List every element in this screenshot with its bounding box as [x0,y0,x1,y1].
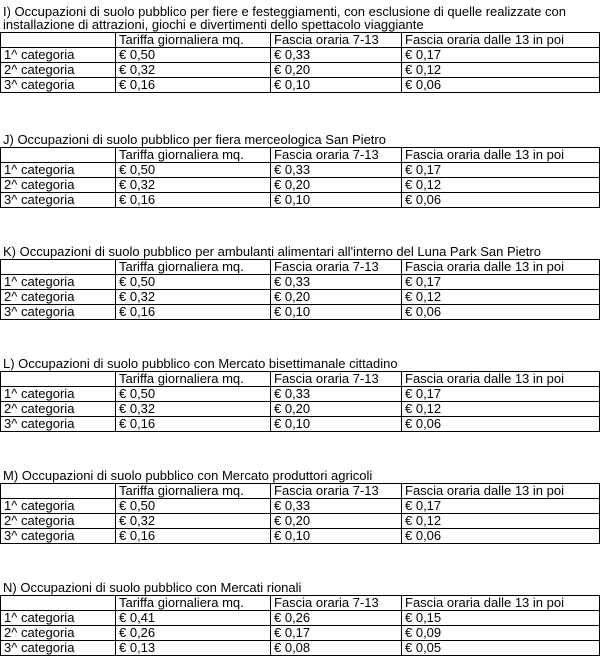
daily-rate-cell: € 0,50 [116,48,271,63]
table-row [1,529,600,544]
header-slot-7-13: Fascia oraria 7-13 [271,484,402,499]
afternoon-rate-cell: € 0,06 [402,305,600,320]
category-cell: 3^ categoria [1,193,116,208]
header-daily-rate: Tariffa giornaliera mq. [116,596,271,611]
category-cell: 2^ categoria [1,290,116,305]
rates-table [0,147,600,208]
header-slot-7-13: Fascia oraria 7-13 [271,260,402,275]
header-slot-13-on: Fascia oraria dalle 13 in poi [402,372,600,387]
category-cell: 3^ categoria [1,641,116,656]
category-cell: 1^ categoria [1,611,116,626]
header-category [1,484,116,499]
section-m [0,469,600,544]
morning-rate-cell: € 0,20 [271,514,402,529]
header-slot-13-on: Fascia oraria dalle 13 in poi [402,596,600,611]
table-header-row [1,484,600,499]
section-title: M) Occupazioni di suolo pubblico con Mercato produttori agricoli [3,468,373,483]
header-category [1,372,116,387]
category-cell: 2^ categoria [1,626,116,641]
daily-rate-cell: € 0,50 [116,275,271,290]
daily-rate-cell: € 0,41 [116,611,271,626]
table-row [1,514,600,529]
afternoon-rate-cell: € 0,12 [402,63,600,78]
daily-rate-cell: € 0,50 [116,499,271,514]
table-row [1,78,600,93]
section-j [0,133,600,208]
category-cell: 2^ categoria [1,63,116,78]
table-row [1,193,600,208]
afternoon-rate-cell: € 0,05 [402,641,600,656]
morning-rate-cell: € 0,20 [271,402,402,417]
table-row [1,611,600,626]
morning-rate-cell: € 0,20 [271,63,402,78]
morning-rate-cell: € 0,20 [271,178,402,193]
morning-rate-cell: € 0,26 [271,611,402,626]
morning-rate-cell: € 0,20 [271,290,402,305]
afternoon-rate-cell: € 0,12 [402,178,600,193]
header-slot-7-13: Fascia oraria 7-13 [271,372,402,387]
daily-rate-cell: € 0,32 [116,402,271,417]
afternoon-rate-cell: € 0,06 [402,529,600,544]
rates-table [0,32,600,93]
header-slot-13-on: Fascia oraria dalle 13 in poi [402,33,600,48]
table-row [1,402,600,417]
category-cell: 1^ categoria [1,163,116,178]
table-header-row [1,596,600,611]
category-cell: 3^ categoria [1,529,116,544]
rates-table [0,595,600,656]
afternoon-rate-cell: € 0,12 [402,514,600,529]
category-cell: 1^ categoria [1,48,116,63]
afternoon-rate-cell: € 0,06 [402,417,600,432]
header-daily-rate: Tariffa giornaliera mq. [116,33,271,48]
daily-rate-cell: € 0,16 [116,305,271,320]
morning-rate-cell: € 0,10 [271,417,402,432]
daily-rate-cell: € 0,16 [116,193,271,208]
daily-rate-cell: € 0,50 [116,387,271,402]
header-daily-rate: Tariffa giornaliera mq. [116,260,271,275]
category-cell: 2^ categoria [1,514,116,529]
section-title: I) Occupazioni di suolo pubblico per fiere e festeggiamenti, con esclusione di quelle realizzate con [3,4,566,19]
header-category [1,148,116,163]
header-slot-7-13: Fascia oraria 7-13 [271,148,402,163]
table-header-row [1,372,600,387]
table-row [1,499,600,514]
daily-rate-cell: € 0,16 [116,417,271,432]
table-row [1,178,600,193]
afternoon-rate-cell: € 0,17 [402,48,600,63]
header-slot-7-13: Fascia oraria 7-13 [271,33,402,48]
table-header-row [1,260,600,275]
section-title-line2: installazione di attrazioni, giochi e divertimenti dello spettacolo viaggiante [3,17,424,32]
category-cell: 1^ categoria [1,387,116,402]
section-title: L) Occupazioni di suolo pubblico con Mercato bisettimanale cittadino [3,356,398,371]
category-cell: 3^ categoria [1,78,116,93]
rates-table [0,483,600,544]
daily-rate-cell: € 0,16 [116,78,271,93]
header-category [1,596,116,611]
category-cell: 1^ categoria [1,275,116,290]
table-row [1,417,600,432]
section-n [0,581,600,656]
table-row [1,387,600,402]
morning-rate-cell: € 0,10 [271,78,402,93]
afternoon-rate-cell: € 0,15 [402,611,600,626]
table-row [1,63,600,78]
afternoon-rate-cell: € 0,09 [402,626,600,641]
morning-rate-cell: € 0,33 [271,499,402,514]
section-i [0,5,600,93]
morning-rate-cell: € 0,10 [271,193,402,208]
table-row [1,305,600,320]
header-slot-13-on: Fascia oraria dalle 13 in poi [402,148,600,163]
morning-rate-cell: € 0,33 [271,163,402,178]
afternoon-rate-cell: € 0,12 [402,290,600,305]
header-category [1,260,116,275]
afternoon-rate-cell: € 0,06 [402,78,600,93]
table-row [1,163,600,178]
morning-rate-cell: € 0,33 [271,275,402,290]
category-cell: 1^ categoria [1,499,116,514]
category-cell: 3^ categoria [1,417,116,432]
section-k [0,245,600,320]
category-cell: 3^ categoria [1,305,116,320]
daily-rate-cell: € 0,50 [116,163,271,178]
afternoon-rate-cell: € 0,06 [402,193,600,208]
morning-rate-cell: € 0,08 [271,641,402,656]
table-row [1,626,600,641]
morning-rate-cell: € 0,10 [271,529,402,544]
daily-rate-cell: € 0,16 [116,529,271,544]
daily-rate-cell: € 0,32 [116,514,271,529]
table-header-row [1,148,600,163]
rates-table [0,259,600,320]
header-slot-13-on: Fascia oraria dalle 13 in poi [402,484,600,499]
header-daily-rate: Tariffa giornaliera mq. [116,484,271,499]
category-cell: 2^ categoria [1,402,116,417]
category-cell: 2^ categoria [1,178,116,193]
table-row [1,48,600,63]
table-row [1,290,600,305]
morning-rate-cell: € 0,10 [271,305,402,320]
table-row [1,275,600,290]
table-header-row [1,33,600,48]
afternoon-rate-cell: € 0,17 [402,387,600,402]
header-daily-rate: Tariffa giornaliera mq. [116,372,271,387]
afternoon-rate-cell: € 0,17 [402,275,600,290]
header-daily-rate: Tariffa giornaliera mq. [116,148,271,163]
afternoon-rate-cell: € 0,17 [402,499,600,514]
header-slot-13-on: Fascia oraria dalle 13 in poi [402,260,600,275]
afternoon-rate-cell: € 0,12 [402,402,600,417]
morning-rate-cell: € 0,33 [271,48,402,63]
header-slot-7-13: Fascia oraria 7-13 [271,596,402,611]
table-row [1,641,600,656]
section-title: K) Occupazioni di suolo pubblico per ambulanti alimentari all'interno del Luna Park San Pietro [3,244,541,259]
afternoon-rate-cell: € 0,17 [402,163,600,178]
section-l [0,357,600,432]
morning-rate-cell: € 0,17 [271,626,402,641]
daily-rate-cell: € 0,13 [116,641,271,656]
header-category [1,33,116,48]
daily-rate-cell: € 0,32 [116,290,271,305]
section-title: J) Occupazioni di suolo pubblico per fiera merceologica San Pietro [3,132,386,147]
daily-rate-cell: € 0,26 [116,626,271,641]
rates-table [0,371,600,432]
section-title: N) Occupazioni di suolo pubblico con Mercati rionali [3,580,302,595]
daily-rate-cell: € 0,32 [116,63,271,78]
morning-rate-cell: € 0,33 [271,387,402,402]
daily-rate-cell: € 0,32 [116,178,271,193]
